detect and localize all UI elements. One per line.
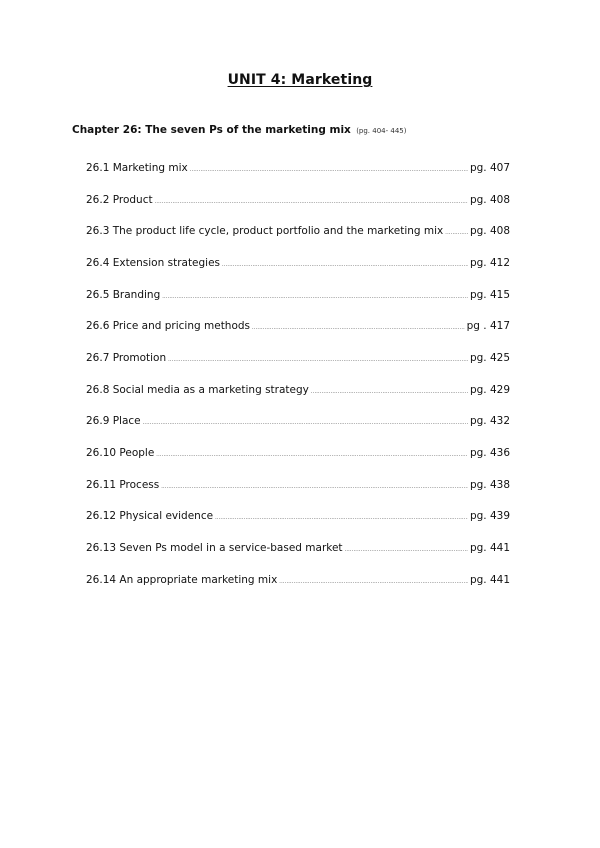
toc-entry-label: 26.10 People: [86, 447, 155, 460]
toc-leader-dots: [279, 575, 468, 587]
toc-entry-page: pg. 436: [469, 447, 510, 460]
toc-leader-dots: [168, 353, 468, 365]
toc-entry-page: pg. 429: [469, 383, 510, 396]
toc-entry: [86, 564, 510, 596]
toc-entry: [86, 406, 510, 438]
toc-leader-dots: [222, 258, 468, 270]
table-of-contents: [86, 152, 510, 596]
toc-leader-dots: [155, 195, 468, 207]
toc-entry: [86, 152, 510, 184]
toc-entry-page: pg . 417: [466, 320, 510, 333]
toc-entry: [86, 247, 510, 279]
toc-entry-page: pg. 441: [469, 542, 510, 555]
toc-entry-label: 26.5 Branding: [86, 288, 161, 301]
toc-entry: [86, 501, 510, 533]
toc-entry-label: 26.4 Extension strategies: [86, 256, 221, 269]
toc-entry-label: 26.2 Product: [86, 193, 153, 206]
toc-entry-page: pg. 432: [469, 415, 510, 428]
toc-entry: [86, 374, 510, 406]
toc-entry-label: 26.13 Seven Ps model in a service-based market: [86, 542, 343, 555]
toc-leader-dots: [190, 163, 468, 175]
toc-entry-page: pg. 441: [469, 573, 510, 586]
toc-entry-page: pg. 438: [469, 478, 510, 491]
toc-entry: [86, 342, 510, 374]
toc-entry-label: 26.6 Price and pricing methods: [86, 320, 251, 333]
toc-leader-dots: [156, 448, 468, 460]
toc-entry-label: 26.1 Marketing mix: [86, 161, 188, 174]
toc-entry-label: 26.8 Social media as a marketing strategy: [86, 383, 309, 396]
toc-leader-dots: [161, 480, 468, 492]
chapter-page-range: (pg. 404- 445): [356, 127, 407, 135]
toc-entry-label: 26.14 An appropriate marketing mix: [86, 573, 278, 586]
toc-entry-page: pg. 415: [469, 288, 510, 301]
toc-leader-dots: [162, 290, 468, 302]
unit-title: UNIT 4: Marketing: [227, 72, 373, 88]
toc-leader-dots: [143, 416, 468, 428]
toc-entry: [86, 310, 510, 342]
toc-entry: [86, 469, 510, 501]
toc-entry-page: pg. 408: [469, 225, 510, 238]
toc-leader-dots: [215, 511, 468, 523]
toc-entry-label: 26.11 Process: [86, 478, 160, 491]
toc-leader-dots: [345, 543, 468, 555]
toc-leader-dots: [445, 226, 468, 238]
toc-entry-page: pg. 408: [469, 193, 510, 206]
toc-entry-page: pg. 439: [469, 510, 510, 523]
toc-entry-label: 26.12 Physical evidence: [86, 510, 214, 523]
toc-entry: [86, 279, 510, 311]
chapter-heading: [72, 124, 406, 136]
toc-entry: [86, 215, 510, 247]
toc-entry-page: pg. 407: [469, 161, 510, 174]
chapter-title: Chapter 26: The seven Ps of the marketing mix: [72, 124, 351, 136]
toc-entry-page: pg. 412: [469, 256, 510, 269]
toc-entry-label: 26.3 The product life cycle, product portfolio and the marketing mix: [86, 225, 444, 238]
toc-entry-label: 26.7 Promotion: [86, 351, 167, 364]
toc-entry: [86, 437, 510, 469]
toc-entry-label: 26.9 Place: [86, 415, 141, 428]
toc-entry-page: pg. 425: [469, 351, 510, 364]
toc-entry: [86, 184, 510, 216]
toc-leader-dots: [311, 385, 468, 397]
toc-entry: [86, 532, 510, 564]
toc-leader-dots: [252, 321, 465, 333]
